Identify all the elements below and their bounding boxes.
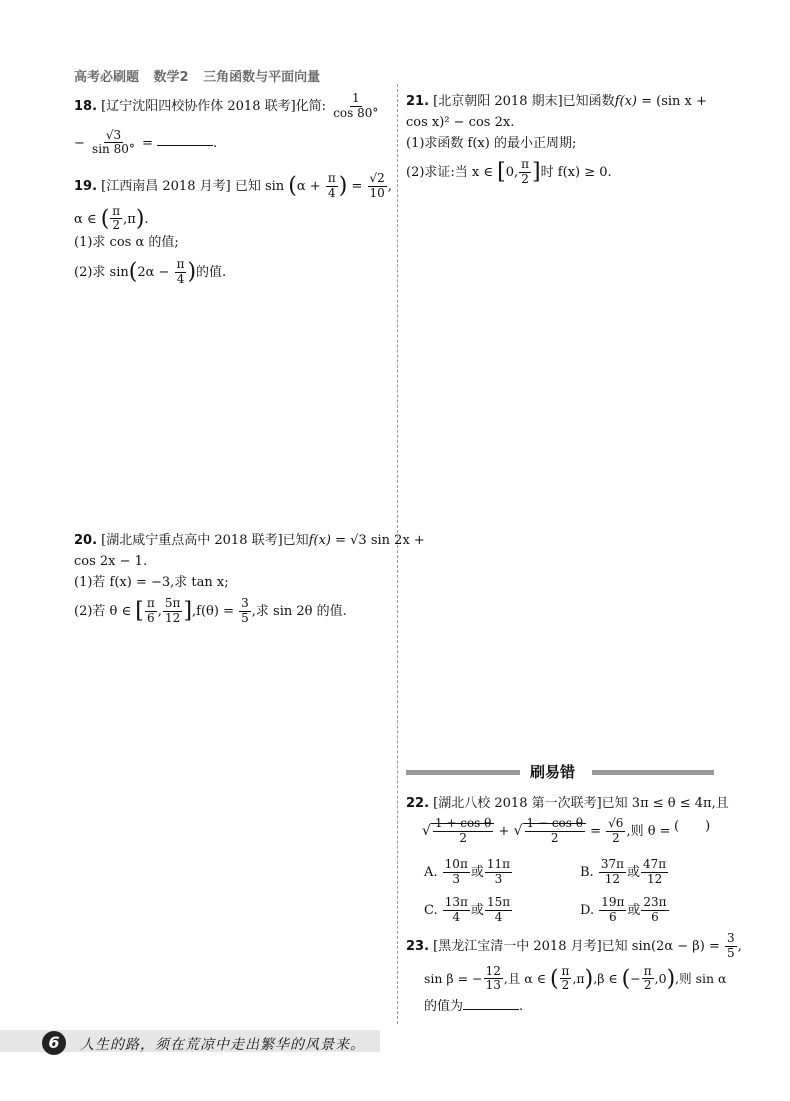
question-text-line: cos x)² − cos 2x. (406, 114, 515, 130)
question-number: 18. (74, 98, 98, 114)
question-number: 20. (74, 533, 98, 548)
question-18 (74, 92, 390, 157)
section-title (406, 763, 714, 781)
fraction: $\frac{√3}{\sin 80^\circ}$ (92, 127, 135, 157)
part-2: (2)求 sin(2α − $\frac{\pi}{4}$ )的值. (74, 256, 227, 286)
option-d[interactable]: D. $\frac{19\pi}{6}$ 或 $\frac{23\pi}{6}$ (580, 895, 667, 924)
question-21: 21. [北京朝阳 2018 期末]已知函数f(x) = (sin x + cos x)² − cos 2x. (1)求函数 f(x) 的最小正周期; (2)求证:当 x ∈ [0, $\frac{\pi}{2}$ ]时 f(x) ≥ 0. (406, 92, 716, 187)
question-number: 22. (406, 796, 430, 811)
part-1: (1)求函数 f(x) 的最小正周期; (406, 135, 577, 151)
section-bar-left (406, 770, 520, 775)
question-text-line: cos 2x − 1. (74, 553, 148, 569)
question-22: 22. [湖北八校 2018 第一次联考]已知 3π ≤ θ ≤ 4π,且 √ $\frac{\text{1 + cos θ}}{2}$ + √ $\frac{\text{1 − cos θ}}{2}$ = $\frac{√6}{2}$ ,则 θ = ( ) (406, 796, 729, 845)
footer-slogan: 人生的路，须在荒凉中走出繁华的风景来。 (80, 1037, 365, 1053)
question-source: [黑龙江宝清一中 2018 月考] (433, 938, 602, 954)
question-source: [江西南昌 2018 月考] (101, 178, 231, 194)
answer-blank[interactable] (157, 133, 213, 146)
question-number: 21. (406, 94, 430, 109)
question-source: [湖北咸宁重点高中 2018 联考] (101, 533, 283, 548)
equals-sign: = (142, 135, 153, 151)
header-chapter: 三角函数与平面向量 (203, 70, 321, 85)
option-c[interactable]: C. $\frac{13\pi}{4}$ 或 $\frac{15\pi}{4}$ (424, 895, 511, 924)
header-book: 高考必刷题 (74, 70, 140, 85)
part-1: (1)求 cos α 的值; (74, 235, 179, 251)
section-bar-right (592, 770, 714, 775)
question-19: 19. [江西南昌 2018 月考] 已知 sin (α + $\frac{\pi}{4}$ ) = $\frac{√2}{10}$ , α ∈ ( $\frac{\pi}{2}$ ,π). (1)求 cos α 的值; (2)求 sin(2α − $\frac{\pi}{4}$ )的值. (74, 171, 392, 286)
part-2: (2)求证:当 x ∈ [0, $\frac{\pi}{2}$ ]时 f(x) ≥ 0. (406, 157, 612, 187)
part-2: (2)若 θ ∈ [ $\frac{\pi}{6}$ , $\frac{5\pi}{12}$ ],f(θ) = $\frac{3}{5}$ ,求 sin 2θ 的值. (74, 596, 347, 626)
option-a[interactable]: A. $\frac{10\pi}{3}$ 或 $\frac{11\pi}{3}$ (424, 857, 510, 886)
question-number: 19. (74, 178, 98, 194)
period: . (213, 135, 218, 151)
section-title-text: 刷易错 (530, 763, 576, 781)
question-20: 20. [湖北咸宁重点高中 2018 联考]已知f(x) = √3 sin 2x + cos 2x − 1. (1)若 f(x) = −3,求 tan x; (2)若 θ ∈ [ $\frac{\pi}{6}$ , $\frac{5\pi}{12}$ ],f(θ) = $\frac{3}{5}$ ,求 sin 2θ 的值. (74, 533, 425, 626)
question-number: 23. (406, 938, 430, 954)
header-subject: 数学2 (153, 70, 189, 85)
question-source: [北京朝阳 2018 期末] (433, 94, 563, 109)
fraction: $\frac{1}{\cos 80^\circ}$ (333, 91, 379, 120)
page-number: 6 (42, 1031, 66, 1055)
part-1: (1)若 f(x) = −3,求 tan x; (74, 574, 229, 590)
page-header (74, 66, 330, 85)
question-23: 23. [黑龙江宝清一中 2018 月考]已知 sin(2α − β) = $\frac{3}{5}$ , sin β = − $\frac{12}{13}$ ,且 α ∈ ( $\frac{\pi}{2}$ ,π),β ∈ (− $\frac{\pi}{2}$ ,0),则 sin α 的值为 . (406, 931, 742, 1015)
option-b[interactable]: B. $\frac{37\pi}{12}$ 或 $\frac{47\pi}{12}$ (580, 857, 667, 886)
question-source: [湖北八校 2018 第一次联考] (433, 796, 602, 811)
minus-sign: − (74, 135, 85, 151)
question-text: 已知 sin (234, 178, 285, 194)
column-divider (397, 84, 399, 1024)
question-source: [辽宁沈阳四校协作体 2018 联考] (101, 98, 296, 114)
answer-blank[interactable] (463, 997, 519, 1010)
question-text: 化简: (295, 98, 327, 114)
answer-bracket[interactable]: ( ) (674, 818, 711, 834)
